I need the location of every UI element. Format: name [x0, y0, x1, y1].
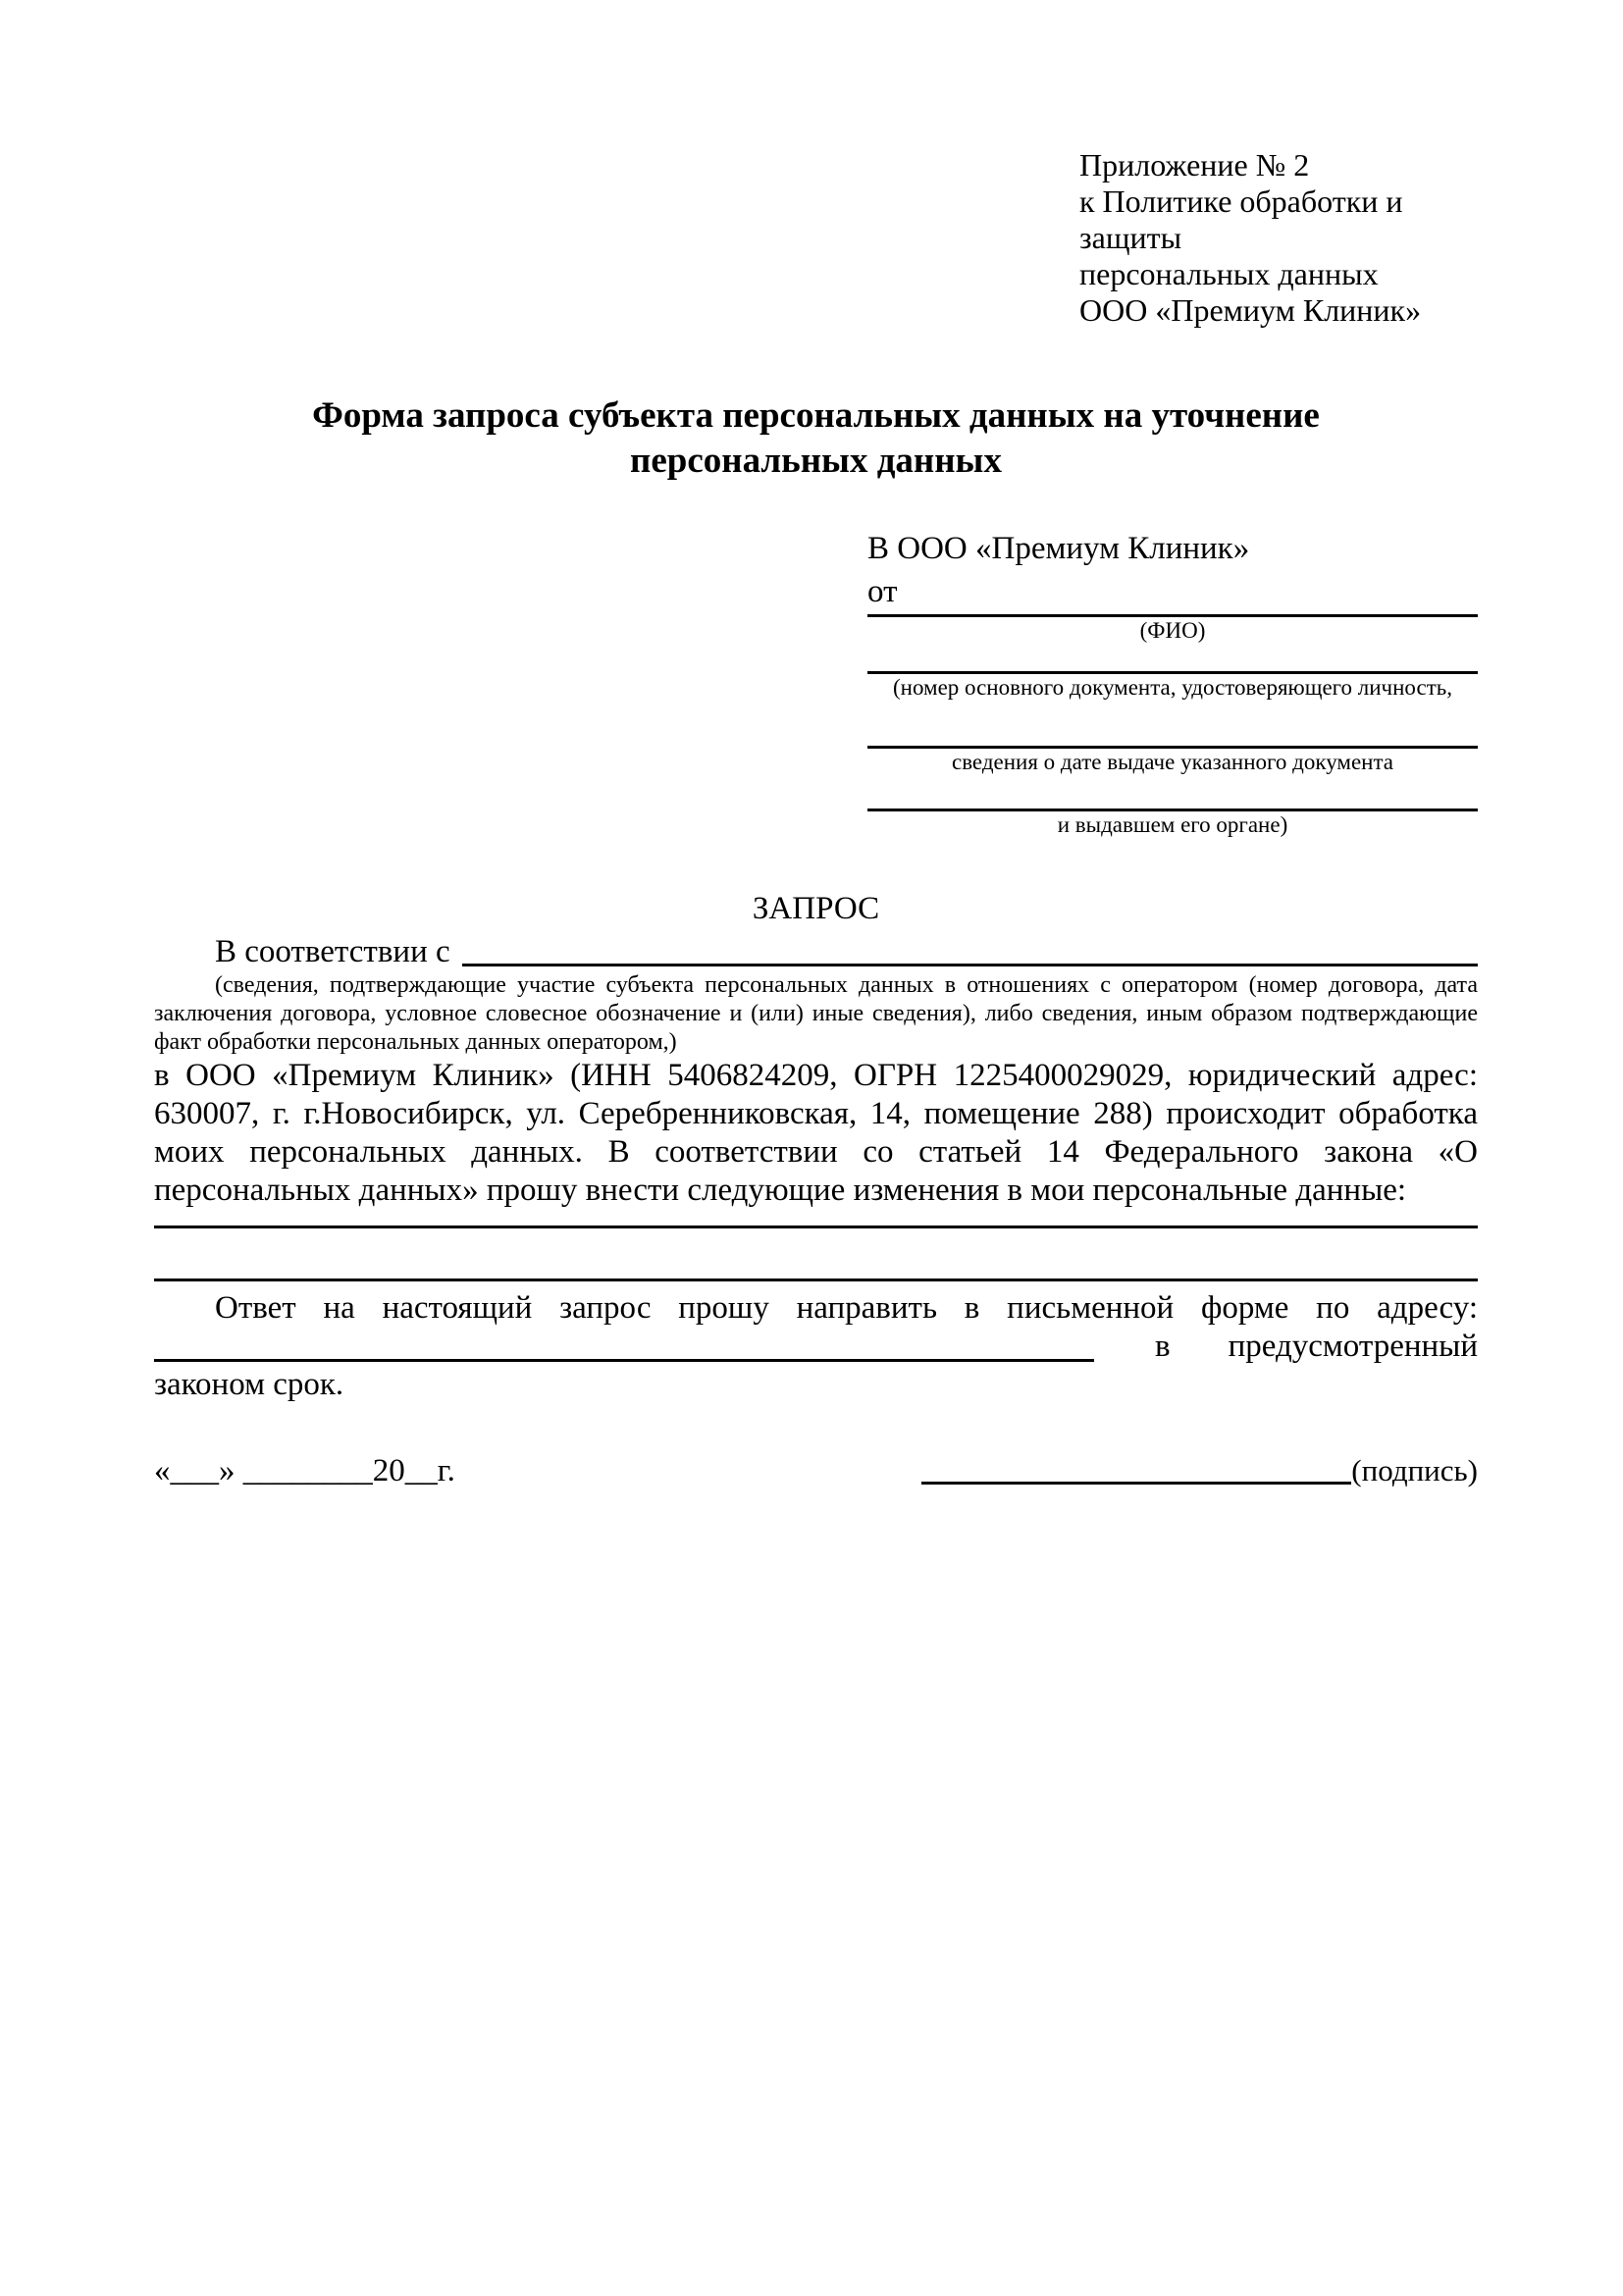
accordance-prefix: В соответствии с	[215, 934, 450, 969]
answer-word-v: в	[1155, 1329, 1171, 1364]
doc-issuer-caption: и выдавшем его органе)	[1057, 812, 1288, 837]
annex-line-2: к Политике обработки и защиты	[1079, 183, 1403, 255]
addressee-to: В ООО «Премиум Клиник»	[867, 531, 1250, 566]
date-signature-row	[154, 1451, 1478, 1490]
annex-line-4: ООО «Премиум Клиник»	[1079, 292, 1422, 328]
fio-caption: (ФИО)	[1139, 618, 1206, 643]
paragraph-indent	[154, 932, 215, 971]
signature-caption: (подпись)	[1351, 1453, 1478, 1487]
date-placeholder: «___» ________20__г.	[154, 1453, 455, 1488]
changes-blank-line-1	[154, 1210, 1478, 1228]
answer-address-row	[154, 1328, 1478, 1366]
form-title: Форма запроса субъекта персональных данных на уточнение персональных данных	[312, 395, 1320, 481]
annex-block	[1079, 147, 1478, 329]
accordance-blank-line	[462, 932, 1478, 966]
signature-blank-line	[921, 1482, 1351, 1485]
doc-issue-date-caption: сведения о дате выдаче указанного документа	[951, 750, 1394, 774]
annex-line-3: персональных данных	[1079, 256, 1379, 291]
annex-line-1: Приложение № 2	[1079, 147, 1310, 183]
request-heading: ЗАПРОС	[752, 891, 880, 926]
doc-number-caption: (номер основного документа, удостоверяющего личность,	[892, 675, 1452, 700]
doc-issuer-blank-line	[867, 775, 1478, 811]
answer-first-line: Ответ на настоящий запрос прошу направить в письменной форме по адресу:	[215, 1290, 1478, 1326]
doc-issue-date-blank-line	[867, 701, 1478, 749]
changes-blank-line-2	[154, 1228, 1478, 1281]
answer-last-line: законом срок.	[154, 1367, 344, 1402]
accordance-row	[154, 932, 1478, 971]
answer-word-predusmotrennyj: предусмотренный	[1228, 1329, 1478, 1364]
addressee-from-label: от	[867, 574, 898, 609]
addressee-block	[867, 527, 1478, 838]
body-paragraph: в ООО «Премиум Клиник» (ИНН 5406824209, ОГРН 1225400029029, юридический адрес: 630007, г. г.Новосибирск, ул. Серебренниковская, 14, помещение 288) происходит обработка моих персональных данных. В соответствии со статьей 14 Федерального закона «О персональных данных» прошу внести следующие изменения в мои персональные данные:	[154, 1058, 1478, 1208]
signature-area	[921, 1451, 1478, 1490]
address-blank-line	[154, 1359, 1094, 1362]
accordance-note: (сведения, подтверждающие участие субъекта персональных данных в отношениях с оператором (номер договора, дата заключения договора, условное словесное обозначение и (или) иные сведения), либо сведения, иным образом подтверждающие факт обработки персональных данных оператором,)	[154, 972, 1478, 1055]
doc-number-blank-line	[867, 644, 1478, 674]
